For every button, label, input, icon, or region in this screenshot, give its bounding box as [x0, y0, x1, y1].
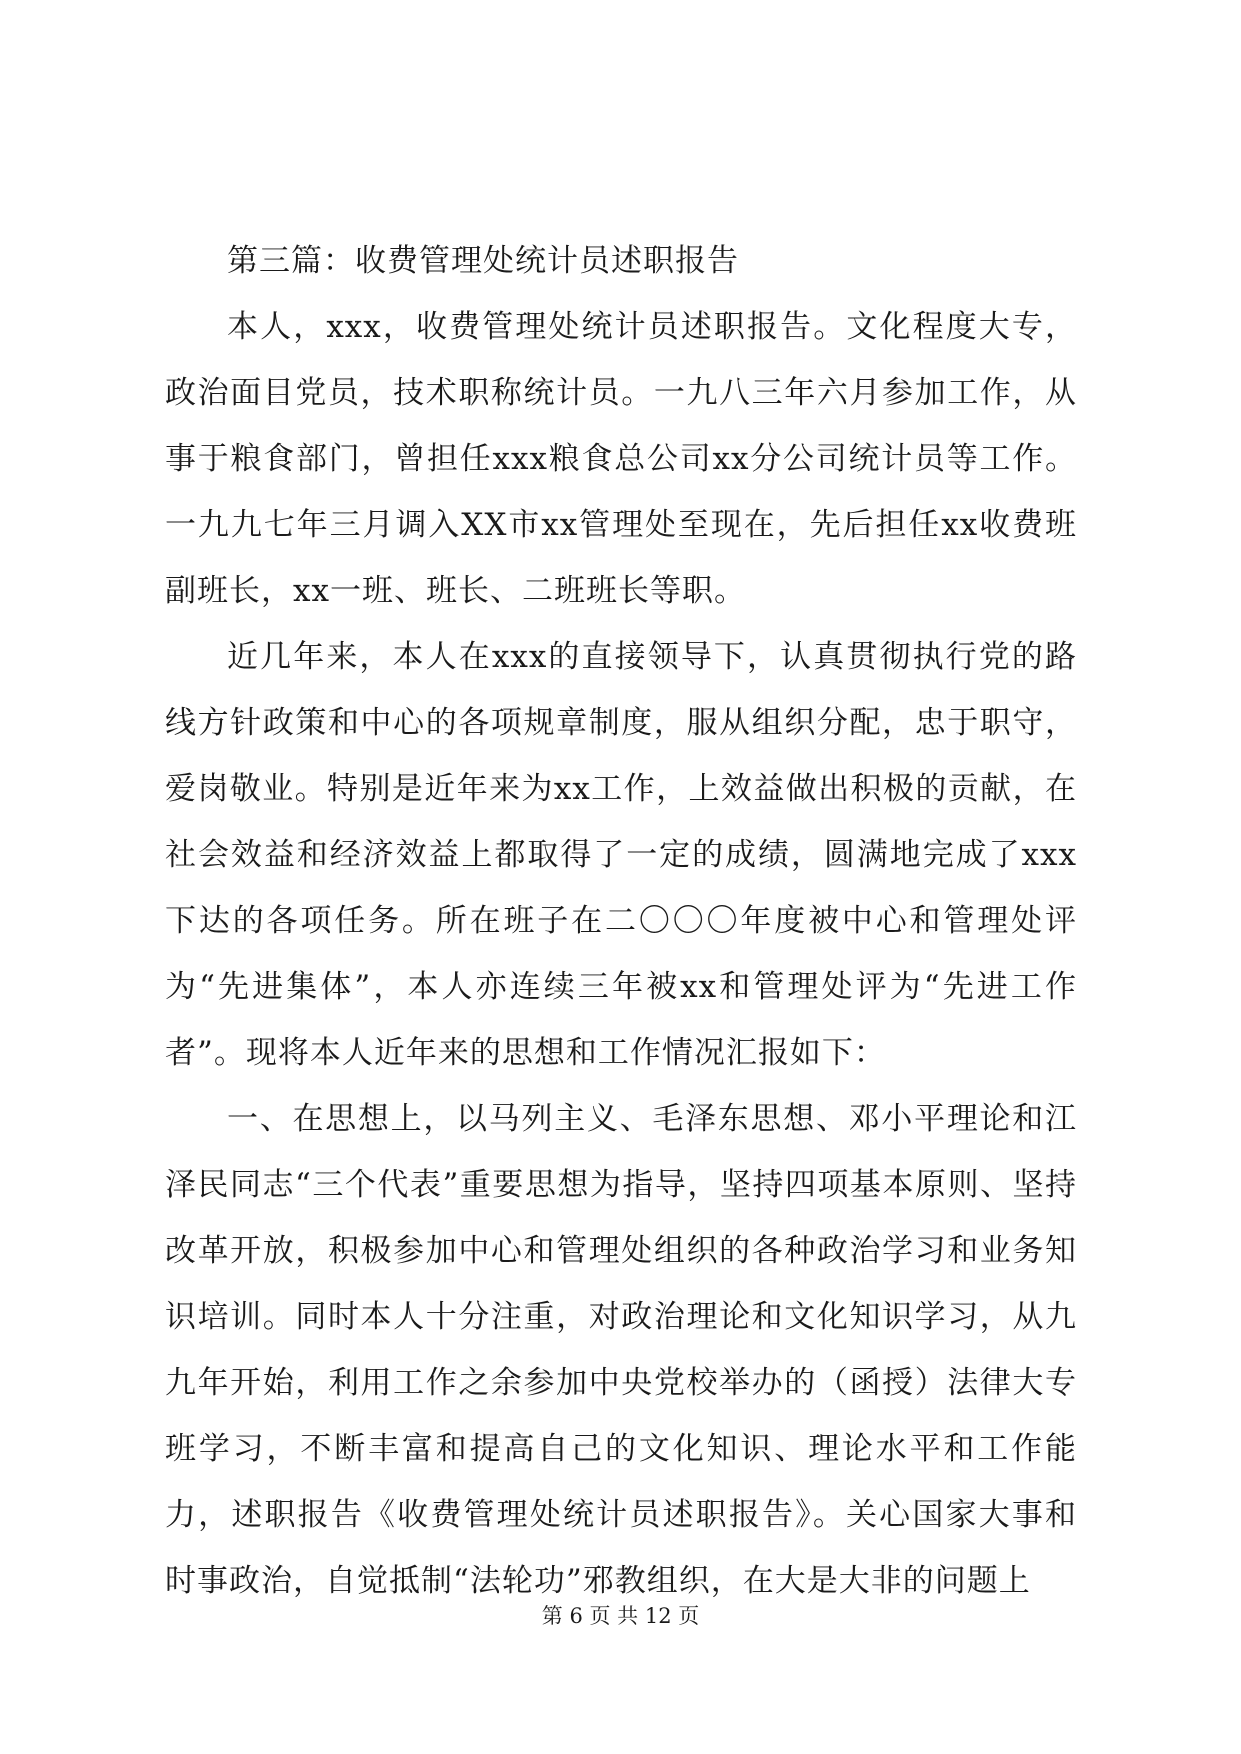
paragraph-achievements: 近几年来，本人在xxx的直接领导下，认真贯彻执行党的路线方针政策和中心的各项规章制度，服从组织分配，忠于职守，爱岗敬业。特别是近年来为xx工作，上效益做出积极的贡献，在社会效益和经济效益上都取得了一定的成绩，圆满地完成了xxx下达的各项任务。所在班子在二〇〇〇年度被中心和管理处评为“先进集体”，本人亦连续三年被xx和管理处评为“先进工作者”。现将本人近年来的思想和工作情况汇报如下： [165, 639, 1077, 1071]
paragraph-ideology: 一、在思想上，以马列主义、毛泽东思想、邓小平理论和江泽民同志“三个代表”重要思想为指导，坚持四项基本原则、坚持改革开放，积极参加中心和管理处组织的各种政治学习和业务知识培训。同时本人十分注重，对政治理论和文化知识学习，从九九年开始，利用工作之余参加中央党校举办的（函授）法律大专班学习，不断丰富和提高自己的文化知识、理论水平和工作能力，述职报告《收费管理处统计员述职报告》。关心国家大事和时事政治，自觉抵制“法轮功”邪教组织，在大是大非的问题上 [165, 1101, 1077, 1599]
paragraph-intro: 本人，xxx，收费管理处统计员述职报告。文化程度大专，政治面目党员，技术职称统计员。一九八三年六月参加工作，从事于粮食部门，曾担任xxx粮食总公司xx分公司统计员等工作。一九九七年三月调入XX市xx管理处至现在，先后担任xx收费班副班长，xx一班、班长、二班班长等职。 [165, 309, 1077, 609]
document-body [165, 228, 1077, 1614]
section-title: 第三篇：收费管理处统计员述职报告 [227, 243, 739, 279]
page-number: 第 6 页 共 12 页 [541, 1604, 700, 1628]
